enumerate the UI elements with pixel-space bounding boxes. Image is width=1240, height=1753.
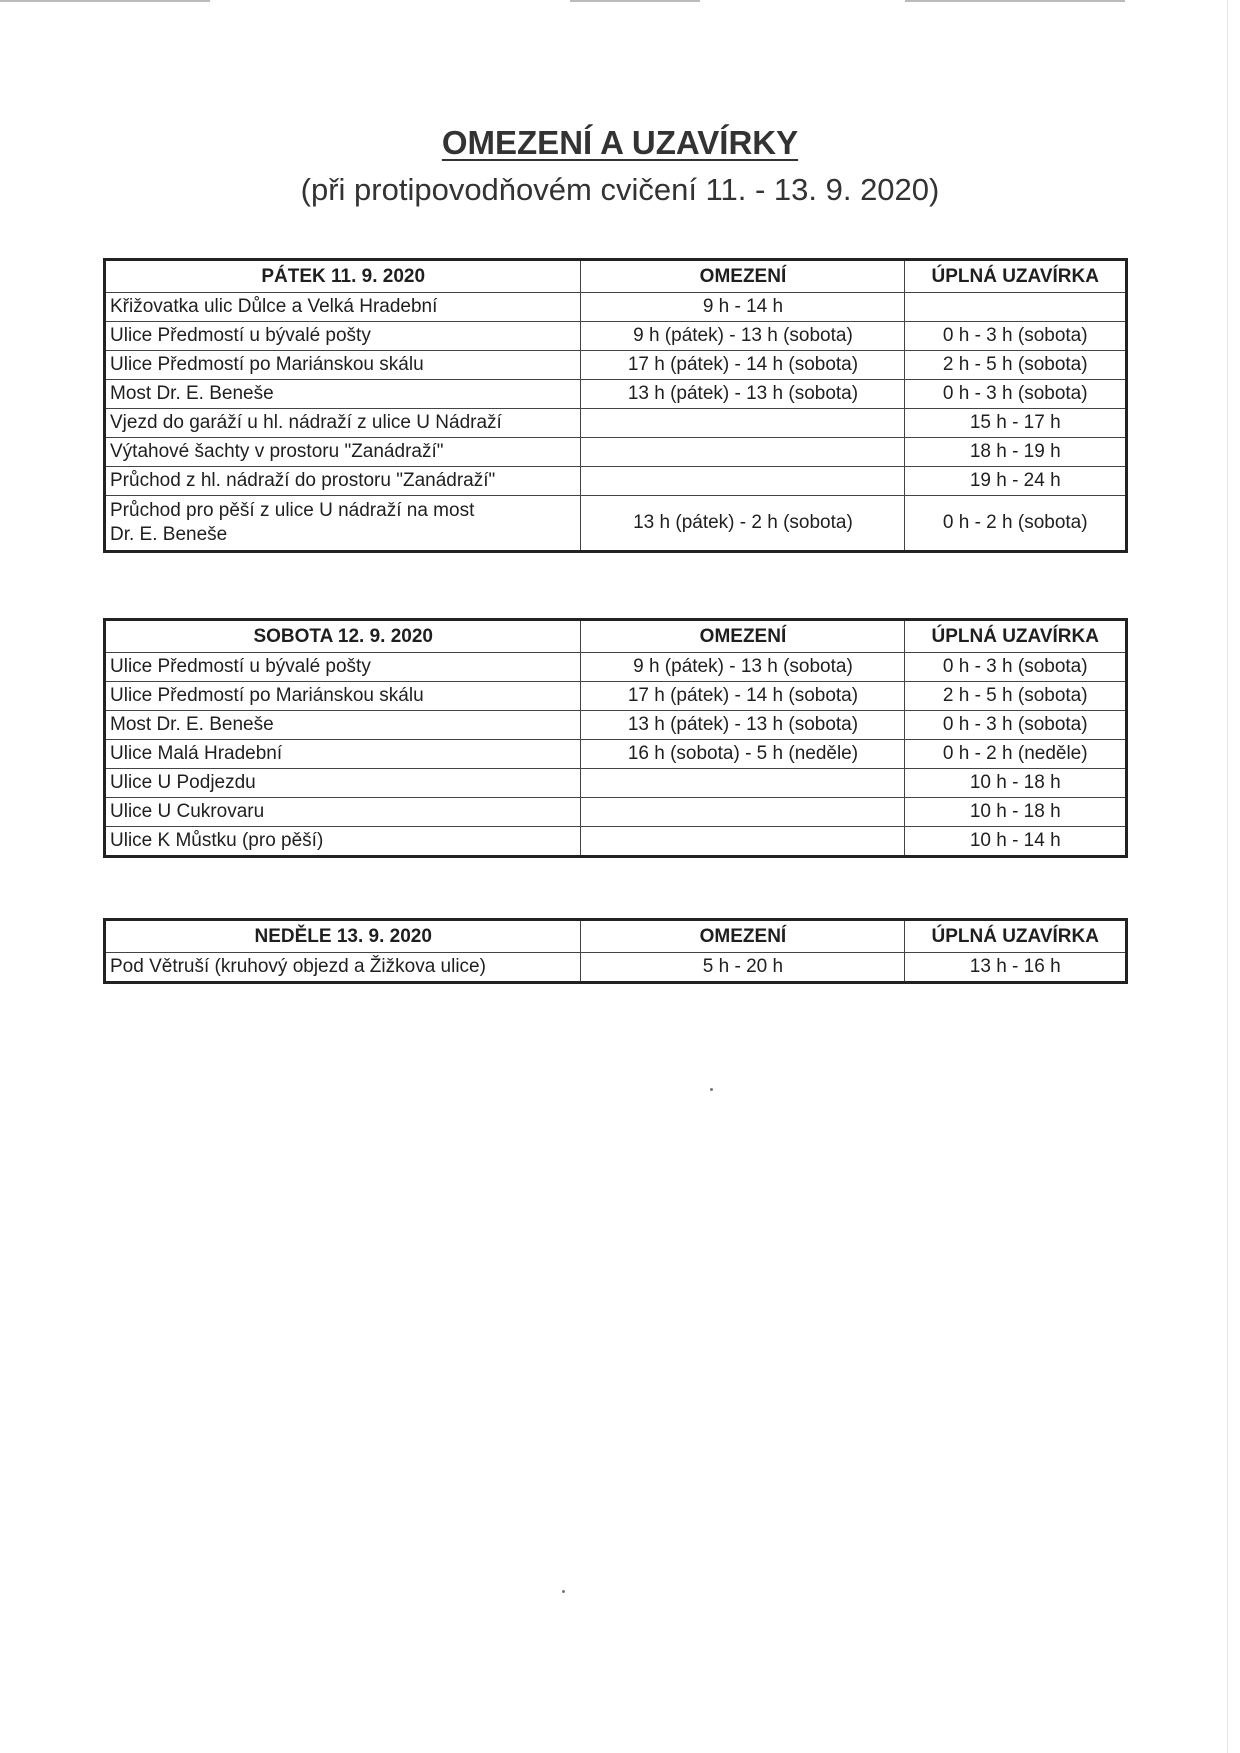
restriction-cell: 9 h (pátek) - 13 h (sobota) bbox=[581, 322, 905, 351]
schedule-table-sunday bbox=[103, 918, 1128, 984]
restriction-header: OMEZENÍ bbox=[581, 260, 905, 293]
closure-cell: 0 h - 3 h (sobota) bbox=[905, 380, 1127, 409]
location-cell: Pod Větruší (kruhový objezd a Žižkova ulice) bbox=[105, 953, 581, 983]
table-row bbox=[105, 653, 1127, 682]
closure-cell: 0 h - 2 h (neděle) bbox=[905, 740, 1127, 769]
location-cell: Ulice U Cukrovaru bbox=[105, 798, 581, 827]
location-cell: Průchod z hl. nádraží do prostoru "Zanádraží" bbox=[105, 467, 581, 496]
closure-cell: 2 h - 5 h (sobota) bbox=[905, 682, 1127, 711]
closure-cell: 10 h - 18 h bbox=[905, 798, 1127, 827]
restriction-cell: 17 h (pátek) - 14 h (sobota) bbox=[581, 351, 905, 380]
table-row bbox=[105, 711, 1127, 740]
table-row bbox=[105, 953, 1127, 983]
location-cell: Ulice K Můstku (pro pěší) bbox=[105, 827, 581, 857]
table-row bbox=[105, 438, 1127, 467]
closure-header: ÚPLNÁ UZAVÍRKA bbox=[905, 920, 1127, 953]
scan-edge-mark bbox=[0, 0, 210, 2]
location-cell bbox=[105, 496, 581, 552]
scan-speck bbox=[710, 1088, 713, 1091]
restriction-header: OMEZENÍ bbox=[581, 620, 905, 653]
table-row bbox=[105, 351, 1127, 380]
location-cell: Ulice Předmostí u bývalé pošty bbox=[105, 653, 581, 682]
closure-cell: 10 h - 18 h bbox=[905, 769, 1127, 798]
table-row bbox=[105, 769, 1127, 798]
table-row bbox=[105, 409, 1127, 438]
table-row bbox=[105, 798, 1127, 827]
closure-cell: 18 h - 19 h bbox=[905, 438, 1127, 467]
closure-cell: 10 h - 14 h bbox=[905, 827, 1127, 857]
table-row bbox=[105, 740, 1127, 769]
table-row bbox=[105, 467, 1127, 496]
location-line: Dr. E. Beneše bbox=[110, 524, 228, 545]
schedule-table-friday bbox=[103, 258, 1128, 553]
restriction-cell: 9 h - 14 h bbox=[581, 293, 905, 322]
day-header: SOBOTA 12. 9. 2020 bbox=[105, 620, 581, 653]
closure-cell: 0 h - 3 h (sobota) bbox=[905, 653, 1127, 682]
closure-cell: 15 h - 17 h bbox=[905, 409, 1127, 438]
location-cell: Ulice Předmostí u bývalé pošty bbox=[105, 322, 581, 351]
restriction-cell bbox=[581, 769, 905, 798]
location-cell: Ulice Předmostí po Mariánskou skálu bbox=[105, 682, 581, 711]
table-header-row bbox=[105, 620, 1127, 653]
location-cell: Ulice Malá Hradební bbox=[105, 740, 581, 769]
restriction-cell: 16 h (sobota) - 5 h (neděle) bbox=[581, 740, 905, 769]
scan-edge-line bbox=[1227, 0, 1228, 1753]
closure-header: ÚPLNÁ UZAVÍRKA bbox=[905, 260, 1127, 293]
scan-edge-mark bbox=[570, 0, 700, 2]
document-subtitle: (při protipovodňovém cvičení 11. - 13. 9. 2020) bbox=[300, 172, 940, 207]
restriction-cell bbox=[581, 798, 905, 827]
location-cell: Výtahové šachty v prostoru "Zanádraží" bbox=[105, 438, 581, 467]
scan-edge-mark bbox=[905, 0, 1125, 2]
restriction-cell bbox=[581, 409, 905, 438]
restriction-cell: 5 h - 20 h bbox=[581, 953, 905, 983]
table-row bbox=[105, 682, 1127, 711]
location-cell: Křižovatka ulic Důlce a Velká Hradební bbox=[105, 293, 581, 322]
closure-cell: 2 h - 5 h (sobota) bbox=[905, 351, 1127, 380]
restriction-cell bbox=[581, 467, 905, 496]
restriction-cell: 13 h (pátek) - 13 h (sobota) bbox=[581, 380, 905, 409]
closure-cell: 0 h - 3 h (sobota) bbox=[905, 322, 1127, 351]
table-row bbox=[105, 496, 1127, 552]
location-cell: Vjezd do garáží u hl. nádraží z ulice U Nádraží bbox=[105, 409, 581, 438]
table-header-row bbox=[105, 920, 1127, 953]
location-cell: Most Dr. E. Beneše bbox=[105, 711, 581, 740]
restriction-header: OMEZENÍ bbox=[581, 920, 905, 953]
closure-cell: 0 h - 2 h (sobota) bbox=[905, 496, 1127, 552]
restriction-cell: 9 h (pátek) - 13 h (sobota) bbox=[581, 653, 905, 682]
closure-cell bbox=[905, 293, 1127, 322]
table-header-row bbox=[105, 260, 1127, 293]
table-row bbox=[105, 380, 1127, 409]
closure-cell: 13 h - 16 h bbox=[905, 953, 1127, 983]
restriction-cell: 13 h (pátek) - 2 h (sobota) bbox=[581, 496, 905, 552]
table-row bbox=[105, 322, 1127, 351]
schedule-table-saturday bbox=[103, 618, 1128, 858]
closure-header: ÚPLNÁ UZAVÍRKA bbox=[905, 620, 1127, 653]
restriction-cell bbox=[581, 438, 905, 467]
location-cell: Ulice U Podjezdu bbox=[105, 769, 581, 798]
restriction-cell: 13 h (pátek) - 13 h (sobota) bbox=[581, 711, 905, 740]
closure-cell: 19 h - 24 h bbox=[905, 467, 1127, 496]
location-cell: Ulice Předmostí po Mariánskou skálu bbox=[105, 351, 581, 380]
scan-speck bbox=[562, 1590, 565, 1593]
location-line: Průchod pro pěší z ulice U nádraží na most bbox=[110, 500, 475, 521]
restriction-cell bbox=[581, 827, 905, 857]
document-title: OMEZENÍ A UZAVÍRKY bbox=[441, 124, 799, 161]
closure-cell: 0 h - 3 h (sobota) bbox=[905, 711, 1127, 740]
day-header: NEDĚLE 13. 9. 2020 bbox=[105, 920, 581, 953]
table-row bbox=[105, 827, 1127, 857]
restriction-cell: 17 h (pátek) - 14 h (sobota) bbox=[581, 682, 905, 711]
day-header: PÁTEK 11. 9. 2020 bbox=[105, 260, 581, 293]
table-row bbox=[105, 293, 1127, 322]
location-cell: Most Dr. E. Beneše bbox=[105, 380, 581, 409]
